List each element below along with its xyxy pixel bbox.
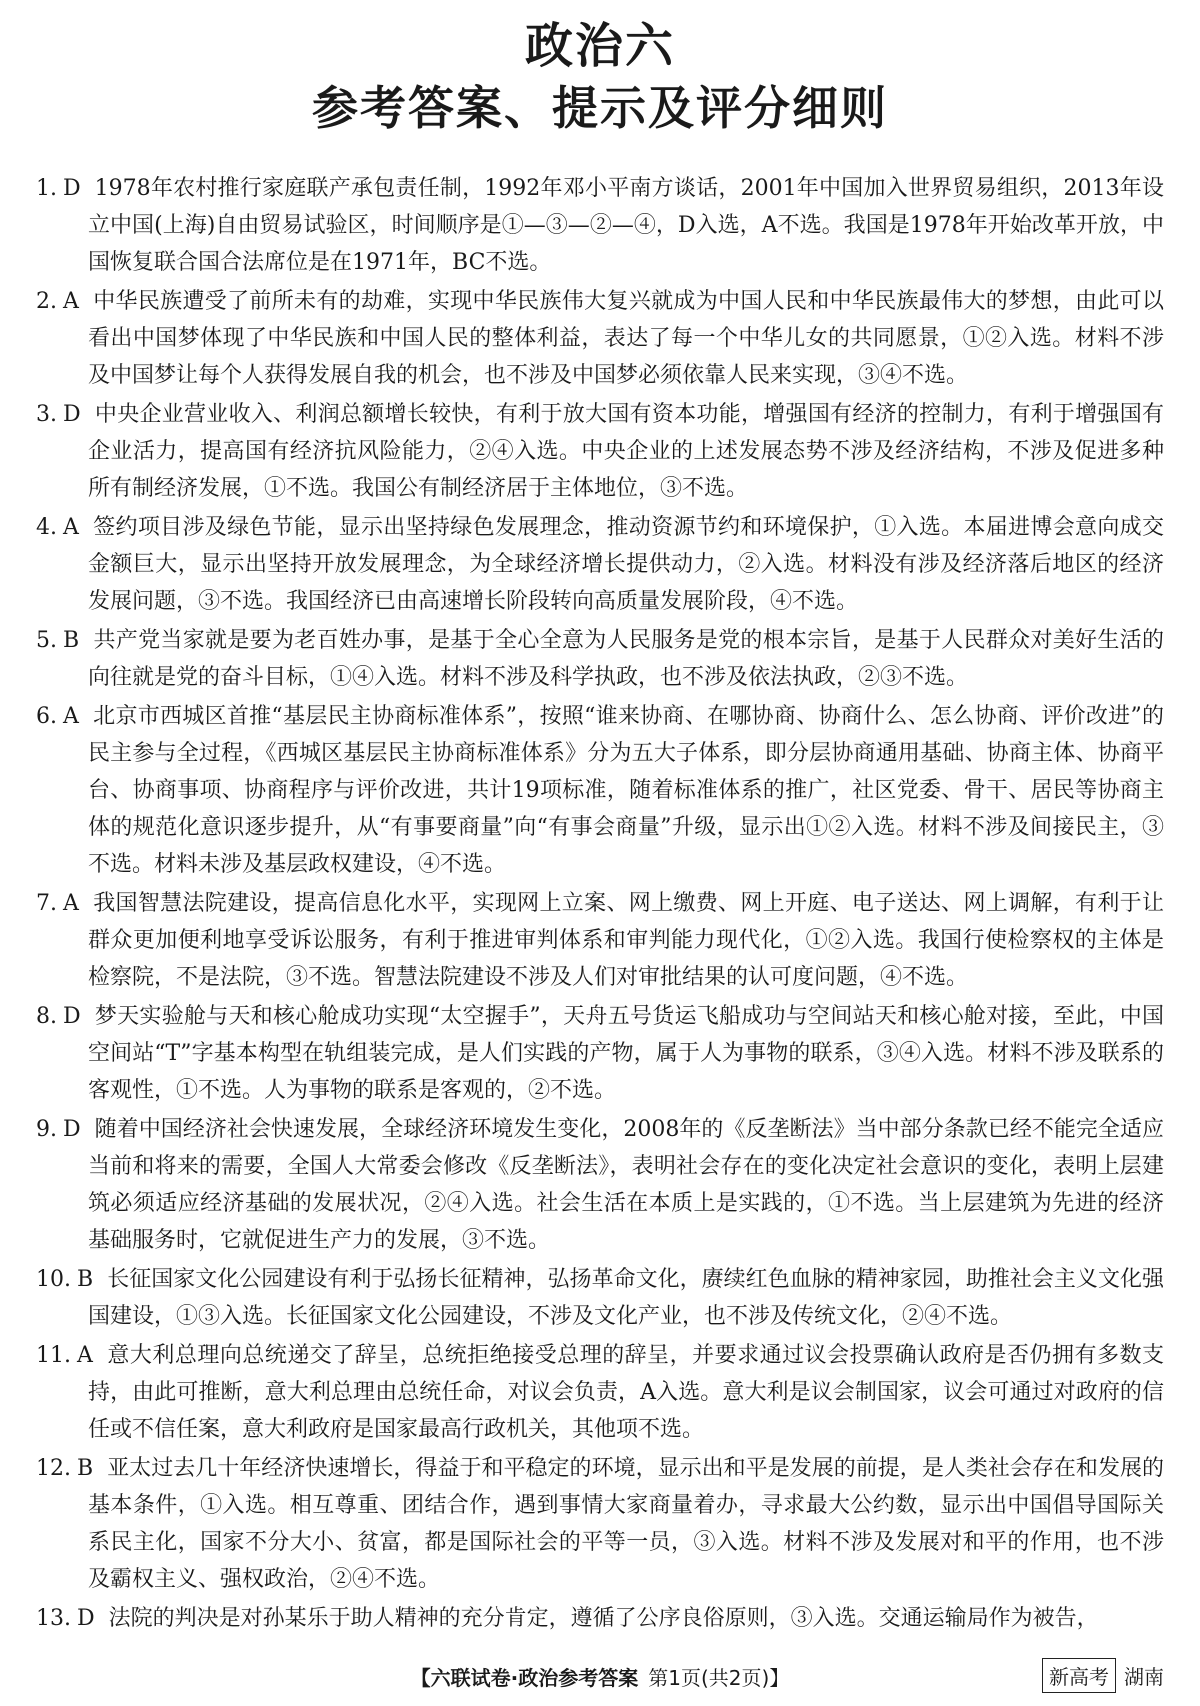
item-explanation: 1978年农村推行家庭联产承包责任制，1992年邓小平南方谈话，2001年中国加入世界贸易组织，2013年设立中国(上海)自由贸易试验区，时间顺序是①—③—②—④，D入选，A不选。我国是1978年开始改革开放，中国恢复联合国合法席位是在1971年，BC不选。 [88, 176, 1164, 275]
item-explanation: 梦天实验舱与天和核心舱成功实现“太空握手”，天舟五号货运飞船成功与空间站天和核心舱对接，至此，中国空间站“T”字基本构型在轨组装完成，是人们实践的产物，属于人为事物的联系，③④入选。材料不涉及联系的客观性，①不选。人为事物的联系是客观的，②不选。 [88, 1004, 1164, 1103]
answer-item-11 [36, 1337, 1164, 1448]
item-number: 1. [36, 176, 57, 201]
item-answer: A [77, 1343, 93, 1368]
item-answer: B [77, 1456, 94, 1481]
item-answer: D [63, 1004, 81, 1029]
item-number: 12. [36, 1456, 71, 1481]
answer-list [36, 170, 1164, 1639]
answer-item-5 [36, 622, 1164, 696]
item-number: 8. [36, 1004, 57, 1029]
item-answer: A [63, 891, 79, 916]
item-explanation: 长征国家文化公园建设有利于弘扬长征精神，弘扬革命文化，赓续红色血脉的精神家园，助推社会主义文化强国建设，①③入选。长征国家文化公园建设，不涉及文化产业，也不涉及传统文化，②④不选。 [88, 1267, 1164, 1329]
item-number: 3. [36, 402, 57, 427]
item-explanation: 共产党当家就是要为老百姓办事，是基于全心全意为人民服务是党的根本宗旨，是基于人民群众对美好生活的向往就是党的奋斗目标，①④入选。材料不涉及科学执政，也不涉及依法执政，②③不选。 [88, 628, 1164, 690]
footer-title: 【六联试卷·政治参考答案 [410, 1666, 639, 1690]
answer-item-8 [36, 998, 1164, 1109]
answer-item-3 [36, 396, 1164, 507]
footer-center [0, 1662, 1200, 1691]
answer-item-4 [36, 509, 1164, 620]
answer-item-9 [36, 1111, 1164, 1259]
answer-item-2 [36, 283, 1164, 394]
answer-item-10 [36, 1261, 1164, 1335]
item-explanation: 法院的判决是对孙某乐于助人精神的充分肯定，遵循了公序良俗原则，③入选。交通运输局作为被告， [108, 1606, 1099, 1631]
item-explanation: 中华民族遭受了前所未有的劫难，实现中华民族伟大复兴就成为中国人民和中华民族最伟大的梦想，由此可以看出中国梦体现了中华民族和中国人民的整体利益，表达了每一个中华儿女的共同愿景，①②入选。材料不涉及中国梦让每个人获得发展自我的机会，也不涉及中国梦必须依靠人民来实现，③④不选。 [88, 289, 1164, 388]
item-number: 11. [36, 1343, 71, 1368]
item-answer: B [63, 628, 80, 653]
item-number: 9. [36, 1117, 57, 1142]
footer-page-number: 第1页(共2页)】 [648, 1666, 790, 1690]
item-explanation: 随着中国经济社会快速发展，全球经济环境发生变化，2008年的《反垄断法》当中部分条款已经不能完全适应当前和将来的需要，全国人大常委会修改《反垄断法》，表明社会存在的变化决定社会意识的变化，表明上层建筑必须适应经济基础的发展状况，②④入选。社会生活在本质上是实践的，①不选。当上层建筑为先进的经济基础服务时，它就促进生产力的发展，③不选。 [88, 1117, 1164, 1253]
answer-item-6 [36, 698, 1164, 883]
answer-item-12 [36, 1450, 1164, 1598]
item-number: 7. [36, 891, 57, 916]
item-answer: D [77, 1606, 95, 1631]
page-title: 政治六 [524, 18, 675, 74]
item-explanation: 北京市西城区首推“基层民主协商标准体系”，按照“谁来协商、在哪协商、协商什么、怎么协商、评价改进”的民主参与全过程，《西城区基层民主协商标准体系》分为五大子体系，即分层协商通用基础、协商主体、协商平台、协商事项、协商程序与评价改进，共计19项标准，随着标准体系的推广，社区党委、骨干、居民等协商主体的规范化意识逐步提升，从“有事要商量”向“有事会商量”升级，显示出①②入选。材料不涉及间接民主，③不选。材料未涉及基层政权建设，④不选。 [88, 704, 1164, 877]
item-answer: B [77, 1267, 94, 1292]
item-explanation: 签约项目涉及绿色节能，显示出坚持绿色发展理念，推动资源节约和环境保护，①入选。本届进博会意向成交金额巨大，显示出坚持开放发展理念，为全球经济增长提供动力，②入选。材料没有涉及经济落后地区的经济发展问题，③不选。我国经济已由高速增长阶段转向高质量发展阶段，④不选。 [88, 515, 1164, 614]
footer-right [1042, 1658, 1164, 1693]
answer-item-13 [36, 1600, 1164, 1637]
item-number: 5. [36, 628, 57, 653]
answer-item-1 [36, 170, 1164, 281]
item-answer: D [63, 402, 81, 427]
page-subtitle: 参考答案、提示及评分细则 [312, 81, 888, 135]
item-number: 13. [36, 1606, 71, 1631]
page-footer [0, 1656, 1200, 1696]
item-answer: A [63, 289, 79, 314]
item-explanation: 中央企业营业收入、利润总额增长较快，有利于放大国有资本功能，增强国有经济的控制力，有利于增强国有企业活力，提高国有经济抗风险能力，②④入选。中央企业的上述发展态势不涉及经济结构，不涉及促进多种所有制经济发展，①不选。我国公有制经济居于主体地位，③不选。 [88, 402, 1164, 501]
item-answer: A [63, 515, 79, 540]
item-answer: D [63, 1117, 81, 1142]
exam-type-badge: 新高考 [1042, 1658, 1116, 1693]
item-number: 10. [36, 1267, 71, 1292]
region-label: 湖南 [1124, 1665, 1164, 1689]
item-number: 6. [36, 704, 57, 729]
answer-item-7 [36, 885, 1164, 996]
item-explanation: 亚太过去几十年经济快速增长，得益于和平稳定的环境，显示出和平是发展的前提，是人类社会存在和发展的基本条件，①入选。相互尊重、团结合作，遇到事情大家商量着办，寻求最大公约数，显示出中国倡导国际关系民主化，国家不分大小、贫富，都是国际社会的平等一员，③入选。材料不涉及发展对和平的作用，也不涉及霸权主义、强权政治，②④不选。 [88, 1456, 1164, 1592]
item-answer: D [63, 176, 81, 201]
item-explanation: 意大利总理向总统递交了辞呈，总统拒绝接受总理的辞呈，并要求通过议会投票确认政府是否仍拥有多数支持，由此可推断，意大利总理由总统任命，对议会负责，A入选。意大利是议会制国家，议会可通过对政府的信任或不信任案，意大利政府是国家最高行政机关，其他项不选。 [88, 1343, 1164, 1442]
item-answer: A [63, 704, 79, 729]
item-number: 2. [36, 289, 57, 314]
item-number: 4. [36, 515, 57, 540]
item-explanation: 我国智慧法院建设，提高信息化水平，实现网上立案、网上缴费、网上开庭、电子送达、网上调解，有利于让群众更加便利地享受诉讼服务，有利于推进审判体系和审判能力现代化，①②入选。我国行使检察权的主体是检察院，不是法院，③不选。智慧法院建设不涉及人们对审批结果的认可度问题，④不选。 [88, 891, 1164, 990]
